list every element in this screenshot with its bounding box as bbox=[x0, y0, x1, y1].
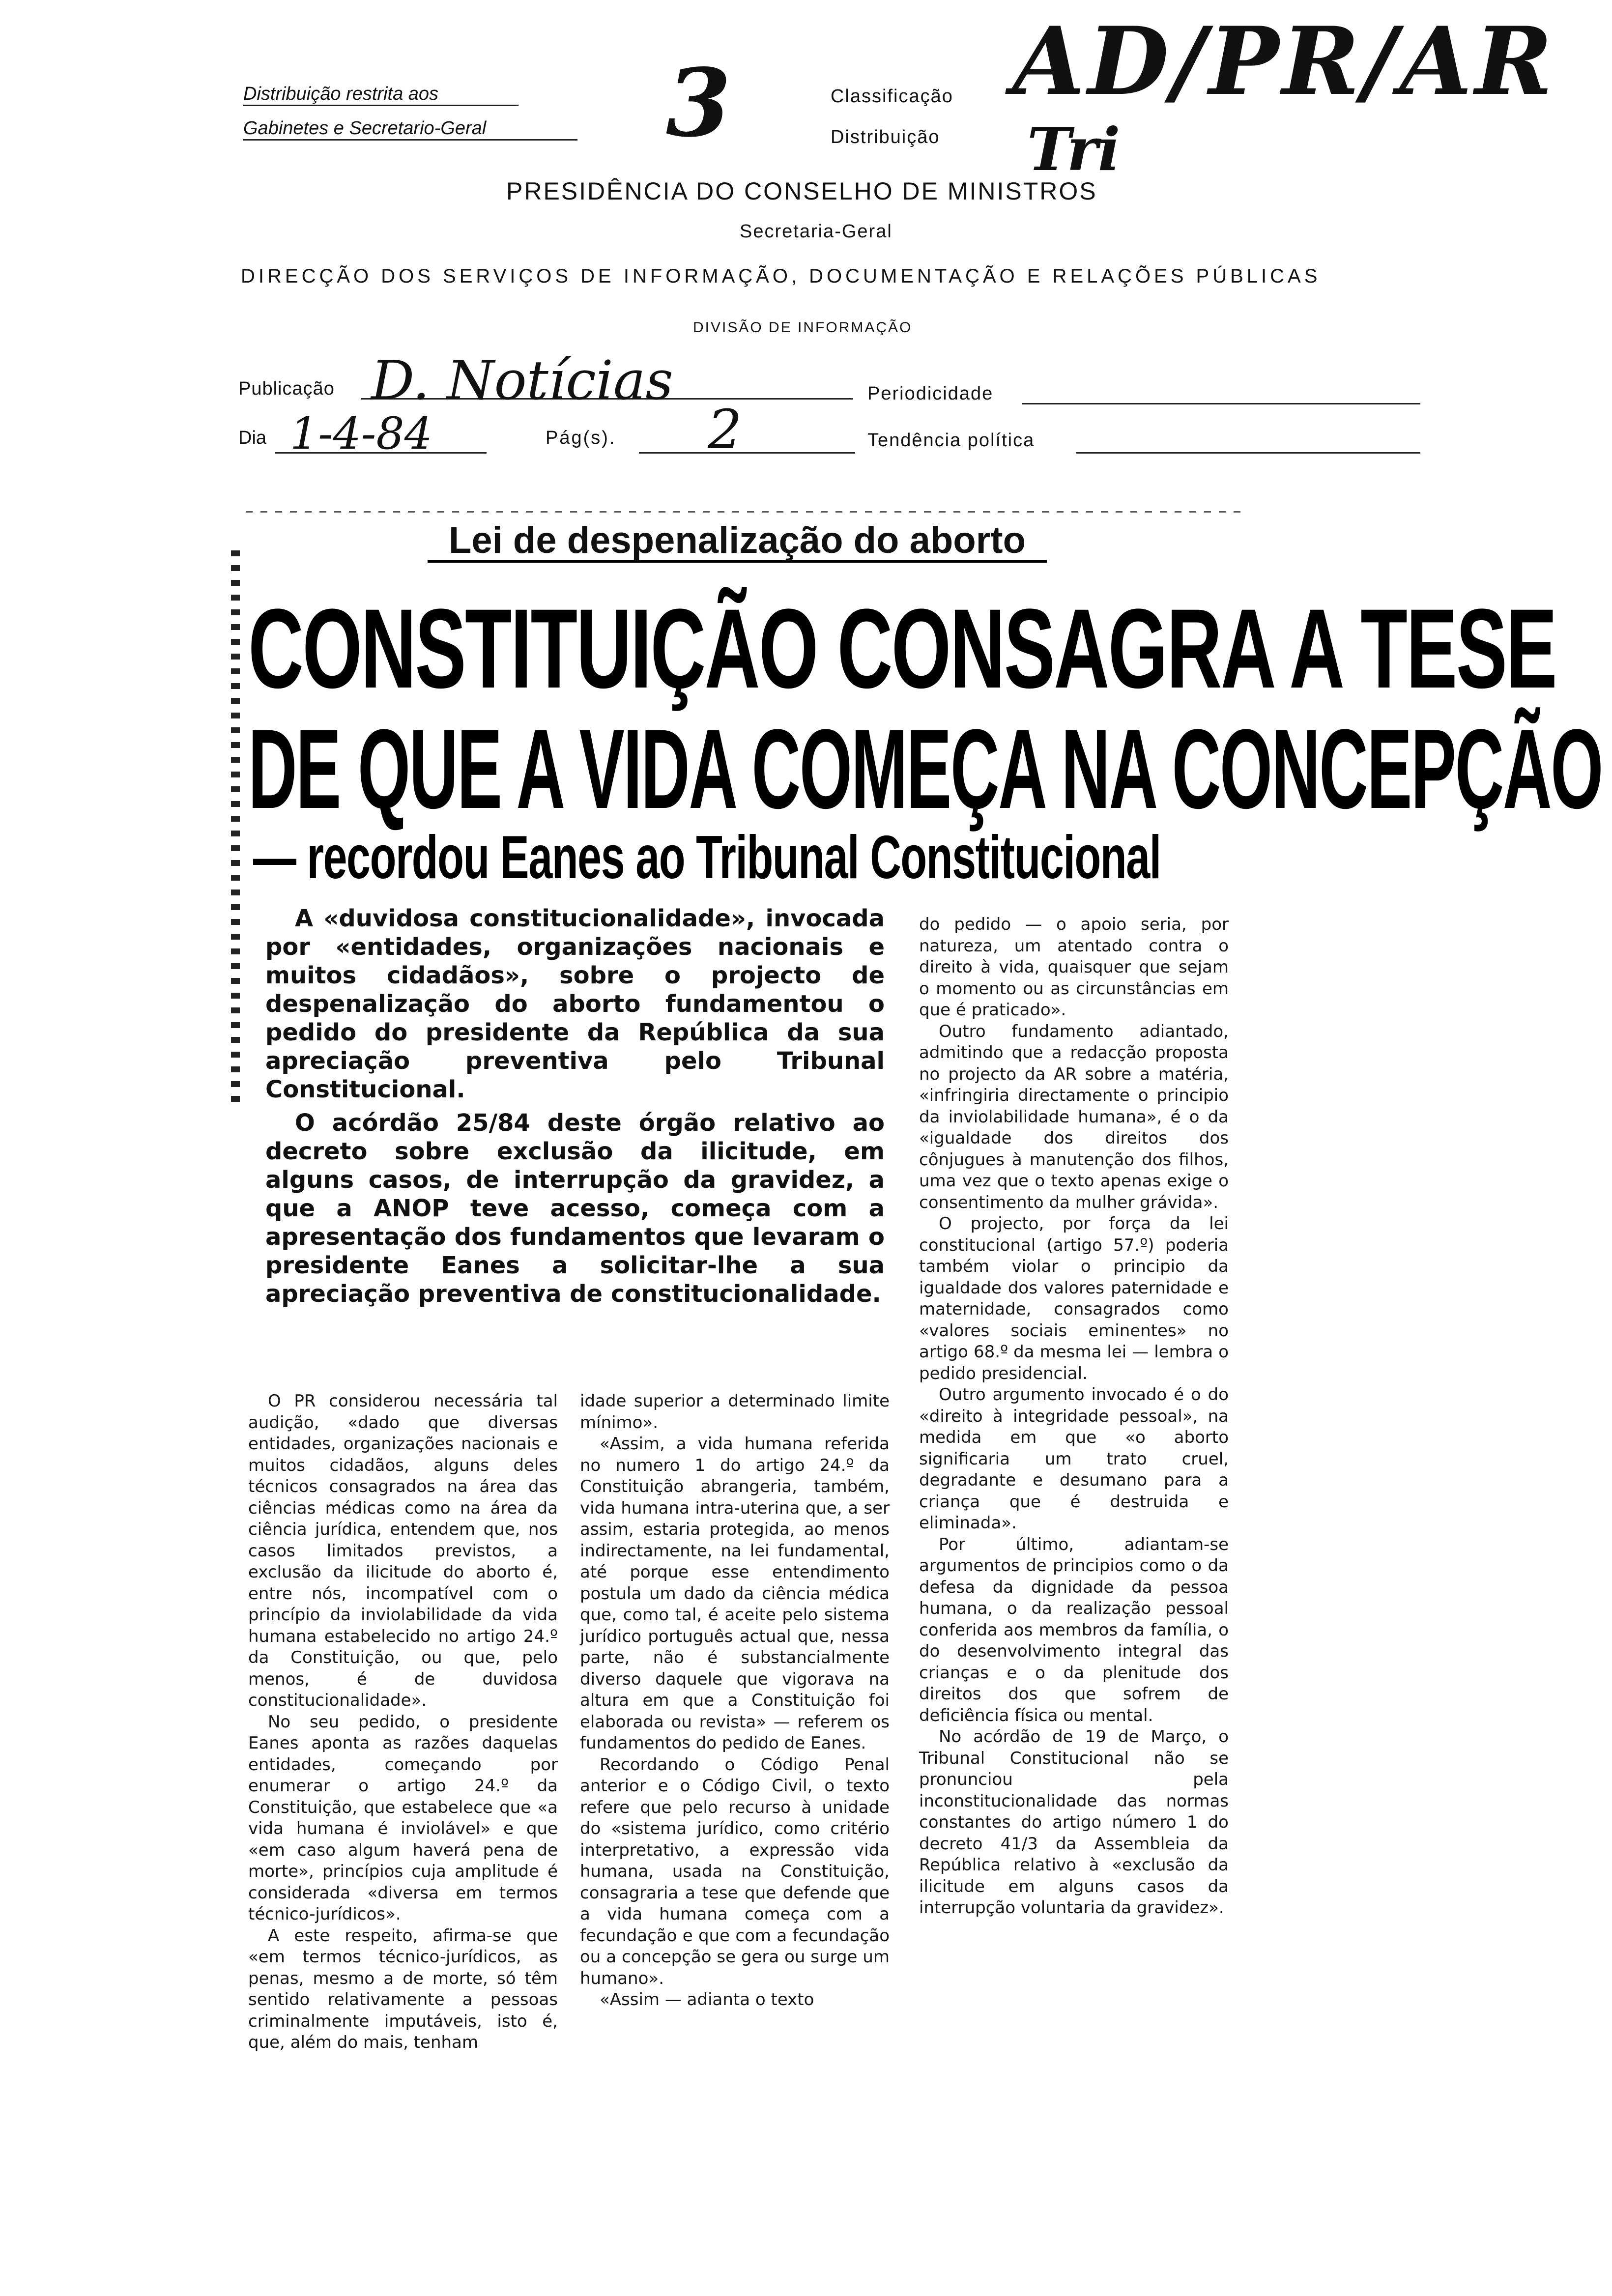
headline-line1: CONSTITUIÇÃO CONSAGRA A TESE bbox=[248, 585, 1556, 712]
handwritten-sub: Tri bbox=[1027, 115, 1121, 184]
directorate-title: DIRECÇÃO DOS SERVIÇOS DE INFORMAÇÃO, DOCUMENTAÇÃO E RELAÇÕES PÚBLICAS bbox=[241, 265, 1321, 287]
distribution-restricted-line1: Distribuição restrita aos bbox=[243, 84, 518, 106]
clipping-edge-left bbox=[231, 550, 240, 1106]
clipping-edge-top bbox=[246, 511, 1248, 513]
article-lead bbox=[265, 904, 885, 1313]
publication-field bbox=[361, 349, 853, 412]
periodicity-field bbox=[1022, 378, 1420, 404]
col2-paragraph-3: Recordando o Código Penal anterior e o Código Civil, o texto refere que pelo recurso à unidade do «sistema jurídico, como critério interpretativo, a expressão vida humana, usada na Constituição, consagraria a tese que defende que a vida humana começa com a fecundação e que com a fecundação ou a concepção se gera ou surge um humano». bbox=[580, 1754, 890, 1988]
distribution-restricted-line2: Gabinetes e Secretario-Geral bbox=[243, 118, 577, 141]
subheadline: — recordou Eanes ao Tribunal Constitucional bbox=[253, 824, 1161, 891]
article-column-1 bbox=[248, 1391, 558, 2054]
periodicity-label: Periodicidade bbox=[867, 383, 994, 404]
col3-paragraph-3: O projecto, por força da lei constitucional (artigo 57.º) poderia também violar o principio da igualdade dos valores paternidade e maternidade, consagrados como «valores sociais eminentes» no artigo 68.º da mesma lei — lembra o pedido presidencial. bbox=[919, 1214, 1229, 1383]
headline-line2: DE QUE A VIDA COMEÇA NA CONCEPÇÃO bbox=[248, 706, 1603, 832]
distribution-label: Distribuição bbox=[831, 127, 940, 147]
article-column-2 bbox=[580, 1391, 890, 2011]
pages-label: Pág(s). bbox=[546, 428, 616, 448]
article-kicker bbox=[428, 521, 1047, 563]
pages-value: 2 bbox=[708, 398, 742, 461]
day-field bbox=[275, 408, 487, 459]
classification-label: Classificação bbox=[831, 86, 953, 107]
handwritten-routing: AD/PR/AR bbox=[1012, 6, 1556, 116]
col2-paragraph-4: «Assim — adianta o texto bbox=[600, 1990, 814, 2009]
col3-paragraph-4: Outro argumento invocado é o do «direito à integridade pessoal», na medida em que «o aborto significaria um trato cruel, degradante e desumano para a criança que é destruida e eliminada». bbox=[919, 1385, 1229, 1533]
org-title: PRESIDÊNCIA DO CONSELHO DE MINISTROS bbox=[506, 177, 1097, 205]
publication-label: Publicação bbox=[238, 378, 335, 399]
day-label: Dia bbox=[238, 428, 267, 448]
col2-paragraph-1: idade superior a determinado limite mínimo». bbox=[580, 1391, 890, 1433]
day-value: 1-4-84 bbox=[290, 408, 432, 459]
col3-paragraph-1: do pedido — o apoio seria, por natureza, um atentado contra o direito à vida, quaisquer que sejam o momento ou as circunstâncias em que é praticado». bbox=[919, 915, 1229, 1020]
org-subtitle: Secretaria-Geral bbox=[740, 221, 892, 242]
tendency-field bbox=[1076, 428, 1420, 454]
col3-paragraph-2: Outro fundamento adiantado, admitindo que a redacção proposta no projecto da AR sobre a matéria, «infringiria directamente o principio da inviolabilidade humana», é o da «igualdade dos direitos dos cônjugues à manutenção dos filhos, uma vez que o texto apenas exige o consentimento da mulher grávida». bbox=[919, 1021, 1229, 1212]
col1-paragraph-3: A este respeito, afirma-se que «em termos técnico-jurídicos, as penas, mesmo a de morte, só têm sentido relativamente a pessoas criminalmente imputáveis, isto é, que, além do mais, tenham bbox=[248, 1925, 558, 2052]
lead-paragraph-2: O acórdão 25/84 deste órgão relativo ao decreto sobre exclusão da ilicitude, em alguns casos, de interrupção da gravidez, a que a ANOP teve acesso, começa com a apresentação dos fundamentos que levaram o presidente Eanes a solicitar-lhe a sua apreciação preventiva de constitucionalidade. bbox=[265, 1109, 885, 1308]
tendency-label: Tendência política bbox=[867, 430, 1035, 451]
col3-paragraph-6: No acórdão de 19 de Março, o Tribunal Constitucional não se pronunciou pela inconstitucionalidade das normas constantes do artigo número 1 do decreto 41/3 da Assembleia da República relativo à «exclusão da ilicitude em alguns casos da interrupção voluntaria da gravidez». bbox=[919, 1727, 1229, 1918]
article-column-3 bbox=[919, 914, 1229, 1919]
lead-paragraph-1: A «duvidosa constitucionalidade», invocada por «entidades, organizações nacionais e muitos cidadãos», sobre o projecto de despenalização do aborto fundamentou o pedido do presidente da República da sua apreciação preventiva pelo Tribunal Constitucional. bbox=[265, 905, 885, 1103]
col1-paragraph-2: No seu pedido, o presidente Eanes aponta as razões daquelas entidades, começando por enumerar o artigo 24.º da Constituição, que estabelece que «a vida humana é inviolável» e que «em caso algum haverá pena de morte», princípios cuja amplitude é considerada «diversa em termos técnico-jurídicos». bbox=[248, 1712, 558, 1924]
handwritten-number: 3 bbox=[666, 48, 731, 158]
division-title: DIVISÃO DE INFORMAÇÃO bbox=[693, 319, 913, 336]
kicker-text: Lei de despenalização do aborto bbox=[448, 519, 1026, 561]
col1-paragraph-1: O PR considerou necessária tal audição, «dado que diversas entidades, organizações nacionais e muitos cidadãos, alguns deles técnicos consagrados na área das ciências médicas como na área da ciência jurídica, entendem que, nos casos limitados previstos, a exclusão da ilicitude do aborto é, entre nós, incompatível com o princípio da inviolabilidade da vida humana estabelecido no artigo 24.º da Constituição, ou que, pelo menos, é de duvidosa constitucionalidade». bbox=[248, 1391, 558, 1710]
pages-field bbox=[639, 398, 855, 461]
col2-paragraph-2: «Assim, a vida humana referida no numero 1 do artigo 24.º da Constituição abrangeria, também, vida humana intra-uterina que, a ser assim, estaria protegida, ao menos indirectamente, na lei fundamental, até porque esse entendimento postula um dado da ciência médica que, como tal, é aceite pelo sistema jurídico português actual que, nessa parte, não é substancialmente diverso daquele que vigorava na altura em que a Constituição foi elaborada ou revista» — referem os fundamentos do pedido de Eanes. bbox=[580, 1434, 890, 1753]
col3-paragraph-5: Por último, adiantam-se argumentos de principios como o da defesa da dignidade da pessoa humana, o da realização pessoal conferida aos membros da família, o do desenvolvimento integral das crianças e o da plenitude dos direitos dos que sofrem de deficiência física ou mental. bbox=[919, 1534, 1229, 1725]
publication-value: D. Notícias bbox=[371, 349, 673, 412]
